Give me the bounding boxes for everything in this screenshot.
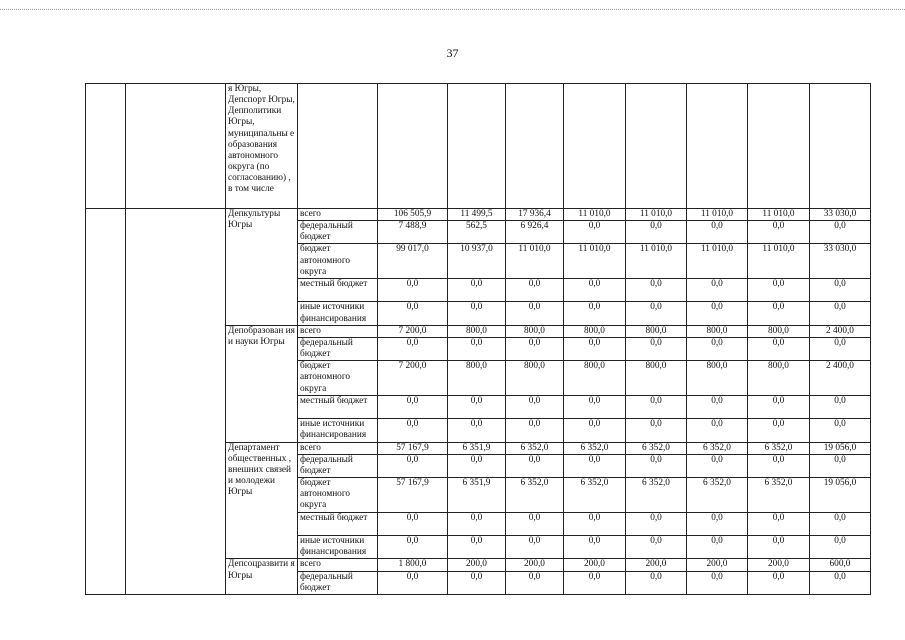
value-cell: 0,0 <box>448 454 506 477</box>
value-cell: 11 010,0 <box>564 244 626 279</box>
value-cell: 800,0 <box>626 325 687 337</box>
value-cell: 0,0 <box>748 279 810 302</box>
value-cell: 0,0 <box>448 279 506 302</box>
cell-blank <box>126 84 226 209</box>
value-cell: 0,0 <box>626 513 687 536</box>
value-cell: 6 352,0 <box>748 478 810 513</box>
value-cell: 0,0 <box>378 302 448 325</box>
value-cell: 0,0 <box>378 279 448 302</box>
value-cell: 0,0 <box>626 302 687 325</box>
value-cell: 800,0 <box>748 361 810 396</box>
funding-source-cell: местный бюджет <box>298 396 378 419</box>
value-cell: 0,0 <box>378 571 448 594</box>
funding-source-cell: федеральный бюджет <box>298 221 378 244</box>
value-cell: 0,0 <box>687 571 748 594</box>
value-cell: 11 010,0 <box>564 209 626 221</box>
value-cell: 0,0 <box>506 454 564 477</box>
value-cell: 0,0 <box>564 337 626 360</box>
value-cell-total: 2 400,0 <box>810 325 871 337</box>
value-cell: 106 505,9 <box>378 209 448 221</box>
value-cell: 1 800,0 <box>378 559 448 571</box>
funding-source-cell: всего <box>298 559 378 571</box>
value-cell: 0,0 <box>626 396 687 419</box>
value-cell-total: 0,0 <box>810 396 871 419</box>
value-cell: 6 352,0 <box>687 478 748 513</box>
value-cell: 800,0 <box>626 361 687 396</box>
value-cell: 0,0 <box>448 302 506 325</box>
value-cell: 0,0 <box>687 337 748 360</box>
value-cell: 0,0 <box>626 337 687 360</box>
funding-source-cell: иные источники финансирования <box>298 302 378 325</box>
funding-source-cell: иные источники финансирования <box>298 536 378 559</box>
value-cell: 200,0 <box>748 559 810 571</box>
value-cell-total: 0,0 <box>810 279 871 302</box>
value-cell: 0,0 <box>564 396 626 419</box>
value-cell: 6 352,0 <box>687 442 748 454</box>
value-cell-total: 0,0 <box>810 513 871 536</box>
value-cell: 0,0 <box>564 419 626 442</box>
budget-table <box>85 83 871 595</box>
value-cell: 0,0 <box>687 419 748 442</box>
value-cell: 99 017,0 <box>378 244 448 279</box>
value-cell: 800,0 <box>564 361 626 396</box>
funding-source-cell: федеральный бюджет <box>298 571 378 594</box>
value-cell: 0,0 <box>748 571 810 594</box>
value-cell: 0,0 <box>564 279 626 302</box>
cell-blank <box>448 84 506 209</box>
value-cell: 0,0 <box>448 337 506 360</box>
value-cell: 200,0 <box>626 559 687 571</box>
value-cell-total: 19 056,0 <box>810 442 871 454</box>
value-cell-total: 19 056,0 <box>810 478 871 513</box>
cell-blank <box>748 84 810 209</box>
value-cell: 0,0 <box>378 536 448 559</box>
value-cell: 6 352,0 <box>748 442 810 454</box>
value-cell-total: 0,0 <box>810 536 871 559</box>
value-cell: 0,0 <box>748 337 810 360</box>
value-cell: 6 352,0 <box>564 478 626 513</box>
table-row <box>86 209 871 221</box>
value-cell: 0,0 <box>506 302 564 325</box>
value-cell: 0,0 <box>448 419 506 442</box>
value-cell: 800,0 <box>687 325 748 337</box>
value-cell: 0,0 <box>506 279 564 302</box>
value-cell: 6 352,0 <box>506 442 564 454</box>
value-cell: 11 010,0 <box>748 244 810 279</box>
value-cell: 0,0 <box>626 536 687 559</box>
value-cell: 11 010,0 <box>687 209 748 221</box>
scan-edge-line <box>0 9 905 10</box>
value-cell: 800,0 <box>748 325 810 337</box>
value-cell: 0,0 <box>626 419 687 442</box>
value-cell-total: 0,0 <box>810 454 871 477</box>
value-cell: 0,0 <box>748 302 810 325</box>
cell-blank <box>126 209 226 595</box>
value-cell: 0,0 <box>687 536 748 559</box>
funding-source-cell: всего <box>298 442 378 454</box>
value-cell: 6 352,0 <box>626 442 687 454</box>
value-cell: 0,0 <box>748 536 810 559</box>
value-cell: 6 352,0 <box>626 478 687 513</box>
value-cell: 800,0 <box>448 325 506 337</box>
value-cell: 10 937,0 <box>448 244 506 279</box>
value-cell: 6 352,0 <box>506 478 564 513</box>
value-cell: 0,0 <box>506 571 564 594</box>
page-number: 37 <box>446 46 459 60</box>
funding-source-cell: местный бюджет <box>298 513 378 536</box>
funding-source-cell: всего <box>298 325 378 337</box>
value-cell: 200,0 <box>506 559 564 571</box>
value-cell: 0,0 <box>506 337 564 360</box>
cell-blank <box>626 84 687 209</box>
value-cell: 0,0 <box>748 221 810 244</box>
value-cell: 11 010,0 <box>626 244 687 279</box>
value-cell: 0,0 <box>448 396 506 419</box>
value-cell: 0,0 <box>448 536 506 559</box>
value-cell: 0,0 <box>748 396 810 419</box>
value-cell: 6 352,0 <box>564 442 626 454</box>
value-cell: 0,0 <box>748 454 810 477</box>
table-row <box>86 84 871 209</box>
value-cell-total: 2 400,0 <box>810 361 871 396</box>
value-cell: 800,0 <box>448 361 506 396</box>
value-cell: 11 010,0 <box>626 209 687 221</box>
cell-blank <box>378 84 448 209</box>
value-cell: 200,0 <box>687 559 748 571</box>
value-cell: 57 167,9 <box>378 442 448 454</box>
cell-blank <box>298 84 378 209</box>
funding-source-cell: бюджет автономного округа <box>298 361 378 396</box>
value-cell: 0,0 <box>448 513 506 536</box>
executor-cell: Депсоцразвити я Югры <box>226 559 298 594</box>
value-cell: 800,0 <box>564 325 626 337</box>
funding-source-cell: местный бюджет <box>298 279 378 302</box>
funding-source-cell: бюджет автономного округа <box>298 244 378 279</box>
value-cell: 0,0 <box>506 419 564 442</box>
value-cell: 0,0 <box>626 454 687 477</box>
value-cell: 11 010,0 <box>687 244 748 279</box>
value-cell: 0,0 <box>506 513 564 536</box>
value-cell-total: 0,0 <box>810 221 871 244</box>
value-cell: 6 351,9 <box>448 478 506 513</box>
executor-cell: Департамент общественных , внешних связей и молодежи Югры <box>226 442 298 559</box>
value-cell: 7 200,0 <box>378 361 448 396</box>
value-cell-total: 0,0 <box>810 571 871 594</box>
value-cell: 800,0 <box>687 361 748 396</box>
value-cell: 0,0 <box>626 571 687 594</box>
cell-blank <box>86 84 126 209</box>
value-cell: 0,0 <box>378 454 448 477</box>
value-cell: 0,0 <box>687 513 748 536</box>
value-cell-total: 0,0 <box>810 419 871 442</box>
value-cell: 0,0 <box>448 571 506 594</box>
value-cell: 0,0 <box>564 221 626 244</box>
value-cell: 7 200,0 <box>378 325 448 337</box>
value-cell: 0,0 <box>687 279 748 302</box>
value-cell-total: 33 030,0 <box>810 244 871 279</box>
value-cell: 200,0 <box>448 559 506 571</box>
cell-blank <box>86 209 126 595</box>
funding-source-cell: всего <box>298 209 378 221</box>
value-cell: 0,0 <box>564 302 626 325</box>
value-cell: 6 926,4 <box>506 221 564 244</box>
value-cell: 57 167,9 <box>378 478 448 513</box>
value-cell: 800,0 <box>506 325 564 337</box>
value-cell: 0,0 <box>506 396 564 419</box>
value-cell: 0,0 <box>564 536 626 559</box>
value-cell: 0,0 <box>687 454 748 477</box>
value-cell: 0,0 <box>748 419 810 442</box>
value-cell: 562,5 <box>448 221 506 244</box>
value-cell: 0,0 <box>564 454 626 477</box>
value-cell: 0,0 <box>378 337 448 360</box>
funding-source-cell: федеральный бюджет <box>298 337 378 360</box>
value-cell: 0,0 <box>378 419 448 442</box>
funding-source-cell: федеральный бюджет <box>298 454 378 477</box>
cell-blank <box>564 84 626 209</box>
cell-blank <box>810 84 871 209</box>
value-cell: 0,0 <box>626 221 687 244</box>
value-cell: 0,0 <box>687 302 748 325</box>
value-cell: 0,0 <box>564 571 626 594</box>
value-cell-total: 600,0 <box>810 559 871 571</box>
value-cell: 7 488,9 <box>378 221 448 244</box>
executor-cell: Депкультуры Югры <box>226 209 298 326</box>
value-cell: 6 351,9 <box>448 442 506 454</box>
funding-source-cell: иные источники финансирования <box>298 419 378 442</box>
value-cell: 0,0 <box>626 279 687 302</box>
value-cell: 0,0 <box>687 396 748 419</box>
value-cell: 0,0 <box>748 513 810 536</box>
value-cell: 17 936,4 <box>506 209 564 221</box>
value-cell: 11 010,0 <box>748 209 810 221</box>
value-cell: 200,0 <box>564 559 626 571</box>
value-cell: 0,0 <box>378 513 448 536</box>
value-cell: 0,0 <box>564 513 626 536</box>
executor-cell: я Югры, Депспорт Югры, Депполитики Югры, муниципальны е образования автономного округа (по согласованию) , в том числе <box>226 84 298 209</box>
value-cell: 0,0 <box>687 221 748 244</box>
value-cell: 0,0 <box>506 536 564 559</box>
value-cell: 11 499,5 <box>448 209 506 221</box>
funding-source-cell: бюджет автономного округа <box>298 478 378 513</box>
cell-blank <box>506 84 564 209</box>
cell-blank <box>687 84 748 209</box>
executor-cell: Депобразован ия и науки Югры <box>226 325 298 442</box>
value-cell: 11 010,0 <box>506 244 564 279</box>
value-cell-total: 0,0 <box>810 302 871 325</box>
value-cell: 800,0 <box>506 361 564 396</box>
value-cell-total: 0,0 <box>810 337 871 360</box>
value-cell-total: 33 030,0 <box>810 209 871 221</box>
value-cell: 0,0 <box>378 396 448 419</box>
